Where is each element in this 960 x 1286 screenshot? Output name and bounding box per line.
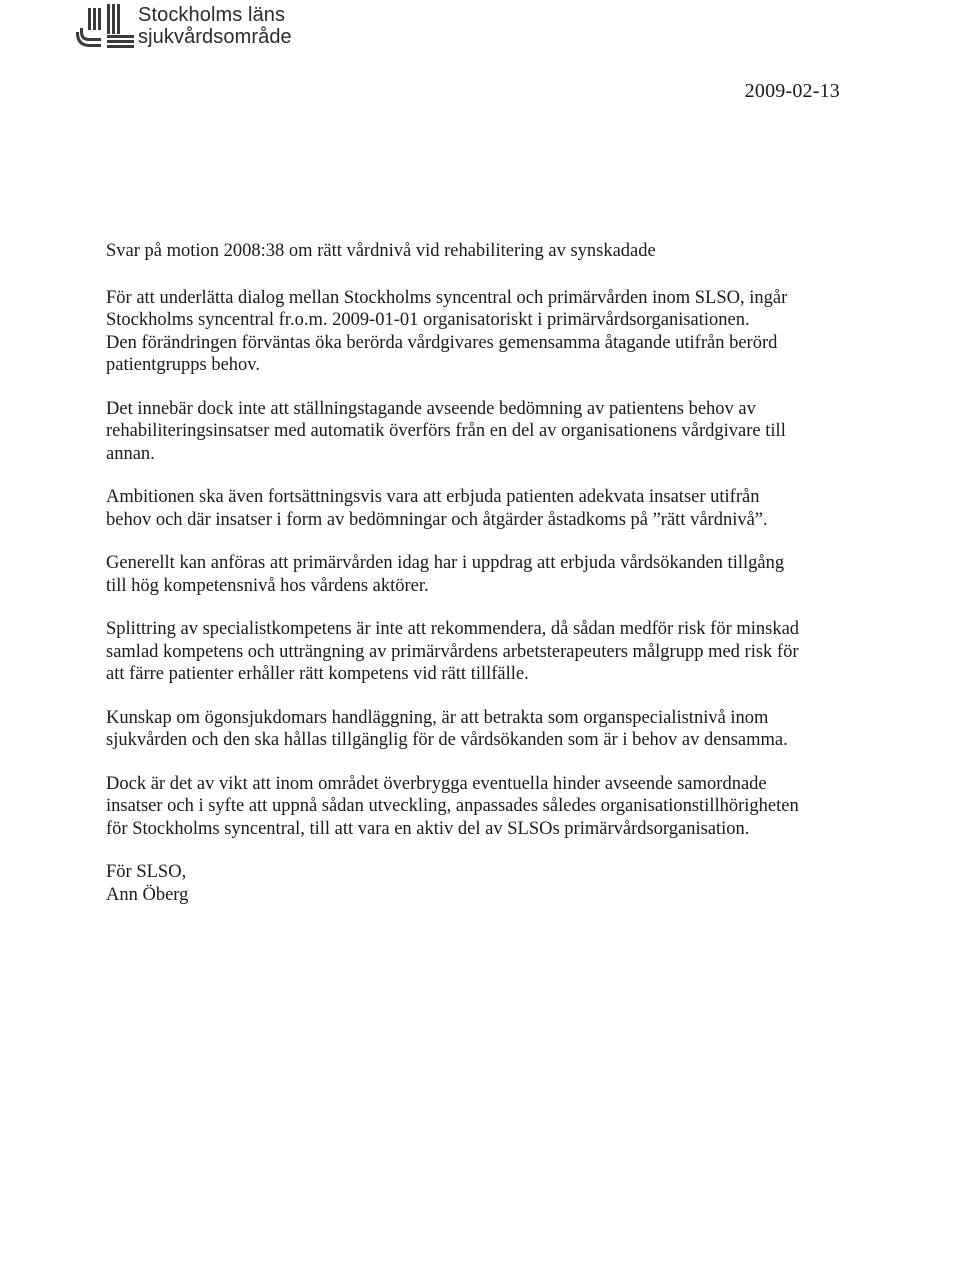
paragraph-line: Dock är det av vikt att inom området överbrygga eventuella hinder avseende samordnade <box>106 773 767 794</box>
organization-logo <box>76 2 316 52</box>
letter-subject: Svar på motion 2008:38 om rätt vårdnivå vid rehabilitering av synskadade <box>106 241 656 261</box>
paragraph-line: Kunskap om ögonsjukdomars handläggning, är att betrakta som organspecialistnivå inom <box>106 707 769 728</box>
paragraph-6 <box>106 707 846 752</box>
paragraph-line: patientgrupps behov. <box>106 355 260 375</box>
paragraph-line: behov och där insatser i form av bedömningar och åtgärder åstadkoms på ”rätt vårdnivå”. <box>106 509 768 530</box>
signature-block <box>106 861 846 906</box>
paragraph-5 <box>106 618 846 686</box>
paragraph-line: Ambitionen ska även fortsättningsvis vara att erbjuda patienten adekvata insatser utifrån <box>106 487 760 507</box>
logo-line-1: Stockholms läns <box>138 4 286 26</box>
paragraph-line: För att underlätta dialog mellan Stockholms syncentral och primärvården inom SLSO, ingår <box>106 287 788 308</box>
paragraph-line: Det innebär dock inte att ställningstagande avseende bedömning av patientens behov av <box>106 398 756 419</box>
paragraph-line: annan. <box>106 443 155 464</box>
paragraph-7 <box>106 773 846 841</box>
paragraph-line: Generellt kan anföras att primärvården idag har i uppdrag att erbjuda vårdsökanden tillgång <box>106 553 785 573</box>
paragraph-line: att färre patienter erhåller rätt kompetens vid rätt tillfälle. <box>106 664 529 684</box>
logo-line-2: sjukvårdsområde <box>138 26 292 48</box>
signoff-organization: För SLSO, <box>106 862 187 882</box>
letter-body <box>106 240 846 906</box>
paragraph-line: till hög kompetensnivå hos vårdens aktörer. <box>106 575 429 596</box>
paragraph-line: Splittring av specialistkompetens är inte att rekommendera, då sådan medför risk för minskad <box>106 619 800 639</box>
paragraph-line: insatser och i syfte att uppnå sådan utveckling, anpassades således organisationstillhörigheten <box>106 796 799 816</box>
paragraph-3 <box>106 486 846 531</box>
paragraph-line: Stockholms syncentral fr.o.m. 2009-01-01 organisatoriskt i primärvårdsorganisationen. <box>106 310 750 330</box>
sll-logo-icon <box>76 2 134 52</box>
logo-wordmark <box>138 4 292 48</box>
signoff-name: Ann Öberg <box>106 884 189 905</box>
paragraph-1 <box>106 287 846 377</box>
letter-date: 2009-02-13 <box>744 80 840 102</box>
paragraph-line: rehabiliteringsinsatser med automatik överförs från en del av organisationens vårdgivare till <box>106 421 786 441</box>
paragraph-2 <box>106 398 846 466</box>
paragraph-line: samlad kompetens och utträngning av primärvårdens arbetsterapeuters målgrupp med risk för <box>106 641 799 662</box>
paragraph-line: Den förändringen förväntas öka berörda vårdgivares gemensamma åtagande utifrån berörd <box>106 332 778 353</box>
paragraph-4 <box>106 552 846 597</box>
paragraph-line: för Stockholms syncentral, till att vara en aktiv del av SLSOs primärvårdsorganisation. <box>106 818 750 839</box>
paragraph-line: sjukvården och den ska hållas tillgänglig för de vårdsökanden som är i behov av densamma. <box>106 730 788 750</box>
